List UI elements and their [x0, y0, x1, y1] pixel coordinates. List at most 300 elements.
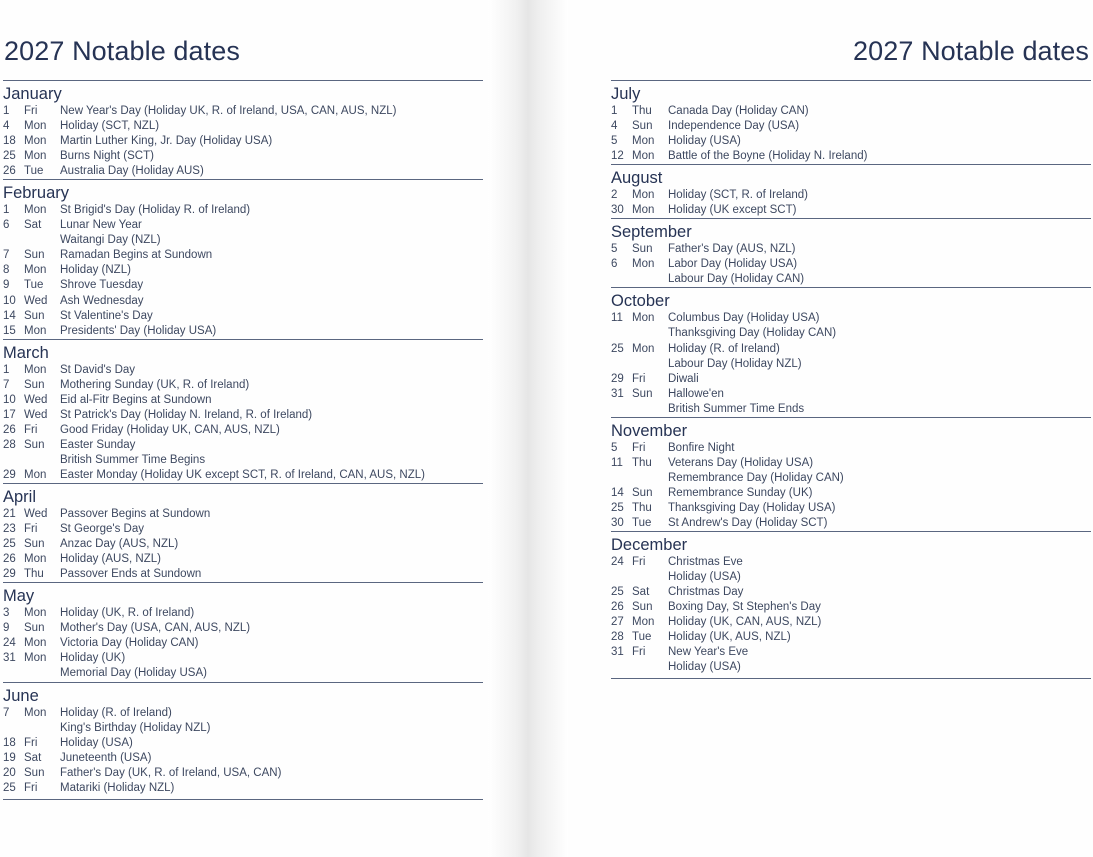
- entry-weekday: Mon: [24, 324, 47, 337]
- entry-event: Labor Day (Holiday USA): [668, 258, 798, 271]
- entry-day: 26: [3, 423, 16, 436]
- date-entry: [3, 324, 483, 339]
- date-entry: [3, 606, 483, 621]
- entry-day: 10: [3, 294, 16, 307]
- date-entry: [3, 621, 483, 636]
- entry-day: 6: [3, 219, 10, 232]
- date-entry: [3, 248, 483, 263]
- entry-event: Good Friday (Holiday UK, CAN, AUS, NZL): [60, 423, 280, 436]
- month-section-june: [3, 682, 483, 796]
- date-entry: [3, 736, 483, 751]
- entry-day: 29: [611, 372, 624, 385]
- entry-day: 11: [611, 456, 623, 469]
- date-entry: [611, 188, 1091, 203]
- entry-weekday: Thu: [632, 105, 652, 117]
- entry-day: 25: [3, 781, 16, 794]
- entry-weekday: Mon: [632, 616, 655, 629]
- month-section-september: [611, 218, 1091, 287]
- entry-day: 9: [3, 279, 10, 292]
- entry-event: Holiday (NZL): [60, 264, 131, 277]
- entry-weekday: Thu: [632, 456, 652, 469]
- entry-weekday: Fri: [24, 105, 38, 117]
- entry-event: King's Birthday (Holiday NZL): [60, 721, 211, 734]
- entry-day: 27: [611, 616, 624, 629]
- entry-day: 20: [3, 766, 16, 779]
- entry-weekday: Fri: [632, 646, 646, 659]
- entry-day: 26: [3, 165, 16, 178]
- entry-day: 4: [611, 120, 618, 133]
- entry-day: [611, 471, 632, 486]
- entry-weekday: Fri: [632, 372, 646, 385]
- entry-weekday: Mon: [24, 553, 47, 566]
- date-entry: [3, 309, 483, 324]
- date-entry: [611, 242, 1091, 257]
- date-entry: [3, 636, 483, 651]
- entry-weekday: Mon: [24, 204, 47, 217]
- entry-day: 5: [611, 135, 618, 148]
- date-entry: [611, 203, 1091, 218]
- entry-event: Labour Day (Holiday NZL): [668, 357, 802, 370]
- entry-weekday: Tue: [632, 631, 652, 644]
- entry-event: Remembrance Day (Holiday CAN): [668, 471, 844, 484]
- date-entry: [3, 233, 483, 248]
- entry-day: 3: [3, 607, 10, 620]
- entry-event: Holiday (AUS, NZL): [60, 553, 161, 566]
- entry-weekday: Sun: [24, 378, 45, 391]
- month-heading: November: [611, 421, 688, 440]
- entry-day: [611, 660, 632, 675]
- month-section-july: [611, 80, 1091, 164]
- date-entry: [611, 600, 1091, 615]
- entry-event: Holiday (UK, AUS, NZL): [668, 631, 791, 644]
- entry-weekday: Sun: [24, 309, 45, 322]
- entry-weekday: [632, 326, 668, 341]
- entry-day: 26: [3, 553, 16, 566]
- entry-weekday: [632, 272, 668, 287]
- entry-day: 7: [3, 249, 10, 262]
- date-entry: [611, 149, 1091, 164]
- entry-weekday: Sun: [24, 538, 45, 551]
- entry-event: Columbus Day (Holiday USA): [668, 312, 820, 325]
- entry-event: Christmas Eve: [668, 556, 743, 569]
- entry-day: [611, 357, 632, 372]
- date-entry: [611, 516, 1091, 531]
- entry-weekday: Mon: [632, 135, 655, 148]
- entry-weekday: Tue: [24, 165, 44, 178]
- date-entry: [611, 257, 1091, 272]
- entry-day: [3, 666, 24, 681]
- date-entry: [3, 453, 483, 468]
- entry-day: 26: [611, 601, 624, 614]
- entry-event: Boxing Day, St Stephen's Day: [668, 601, 821, 614]
- month-section-january: [3, 80, 483, 179]
- month-heading: March: [3, 343, 49, 362]
- entry-weekday: [632, 471, 668, 486]
- entry-event: Waitangi Day (NZL): [60, 234, 161, 247]
- entry-day: 2: [611, 189, 618, 202]
- date-entry: [611, 387, 1091, 402]
- entry-event: Holiday (R. of Ireland): [60, 706, 172, 719]
- entry-weekday: Mon: [24, 468, 47, 481]
- date-entry: [611, 456, 1091, 471]
- entry-weekday: [632, 570, 668, 585]
- date-entry: [3, 766, 483, 781]
- entry-weekday: Mon: [24, 150, 47, 163]
- date-entry: [611, 402, 1091, 417]
- entry-day: 21: [3, 508, 16, 521]
- entry-event: Presidents' Day (Holiday USA): [60, 324, 217, 337]
- date-entry: [611, 342, 1091, 357]
- date-entry: [3, 706, 483, 721]
- entry-event: Easter Sunday: [60, 438, 136, 451]
- entry-weekday: Sun: [632, 120, 653, 133]
- date-entry: [611, 486, 1091, 501]
- entry-event: Ramadan Begins at Sundown: [60, 249, 213, 262]
- entry-event: Anzac Day (AUS, NZL): [60, 538, 179, 551]
- entry-day: 25: [611, 342, 624, 355]
- date-entry: [3, 203, 483, 218]
- entry-day: 10: [3, 393, 16, 406]
- entry-event: Easter Monday (Holiday UK except SCT, R. of Ireland, CAN, AUS, NZL): [60, 468, 425, 481]
- entry-day: [3, 721, 24, 736]
- month-heading: January: [3, 85, 62, 103]
- entry-weekday: [24, 721, 60, 736]
- entry-weekday: Mon: [24, 607, 47, 620]
- entry-event: Holiday (SCT, NZL): [60, 120, 160, 133]
- entry-event: St Brigid's Day (Holiday R. of Ireland): [60, 204, 251, 217]
- date-entry: [3, 651, 483, 666]
- date-entry: [611, 615, 1091, 630]
- date-entry: [3, 537, 483, 552]
- entry-event: Diwali: [668, 372, 699, 385]
- entry-day: 4: [3, 120, 10, 133]
- entry-weekday: Sun: [24, 766, 45, 779]
- entry-day: 25: [611, 501, 624, 514]
- month-section-november: [611, 417, 1091, 531]
- entry-day: [3, 233, 24, 248]
- month-section-august: [611, 164, 1091, 218]
- entry-day: 1: [3, 204, 10, 217]
- entry-weekday: Mon: [24, 264, 47, 277]
- date-entry: [611, 357, 1091, 372]
- entry-event: Holiday (UK): [60, 652, 126, 665]
- date-entry: [611, 570, 1091, 585]
- entry-weekday: [24, 453, 60, 468]
- entry-day: 5: [611, 441, 618, 454]
- left-month-list: [3, 80, 483, 800]
- entry-weekday: Wed: [24, 508, 48, 521]
- entry-day: 19: [3, 751, 16, 764]
- entry-event: Lunar New Year: [60, 219, 142, 232]
- entry-day: 31: [611, 646, 624, 659]
- date-entry: [3, 721, 483, 736]
- entry-event: Martin Luther King, Jr. Day (Holiday USA): [60, 135, 273, 148]
- date-entry: [3, 378, 483, 393]
- entry-weekday: Fri: [24, 736, 38, 749]
- date-entry: [3, 164, 483, 179]
- entry-event: British Summer Time Ends: [668, 402, 805, 415]
- month-section-march: [3, 339, 483, 483]
- date-entry: [3, 438, 483, 453]
- entry-event: St Valentine's Day: [60, 309, 153, 322]
- entry-day: 15: [3, 324, 16, 337]
- entry-event: Thanksgiving Day (Holiday CAN): [668, 327, 837, 340]
- entry-day: 28: [3, 438, 16, 451]
- entry-event: Christmas Day: [668, 586, 744, 599]
- entry-event: Mother's Day (USA, CAN, AUS, NZL): [60, 622, 251, 635]
- entry-weekday: Fri: [632, 441, 646, 454]
- month-heading: April: [3, 488, 37, 507]
- entry-weekday: Mon: [24, 637, 47, 650]
- entry-weekday: Mon: [632, 150, 655, 163]
- date-entry: [3, 134, 483, 149]
- month-heading: February: [3, 184, 70, 203]
- entry-day: 12: [611, 150, 624, 163]
- entry-day: 17: [3, 408, 16, 421]
- entry-day: 1: [3, 363, 10, 376]
- entry-event: Holiday (UK except SCT): [668, 204, 797, 217]
- date-entry: [611, 585, 1091, 600]
- right-month-list: [611, 80, 1091, 679]
- entry-event: St Patrick's Day (Holiday N. Ireland, R. of Ireland): [60, 408, 313, 421]
- date-entry: [611, 630, 1091, 645]
- entry-weekday: Mon: [24, 706, 47, 719]
- date-entry: [3, 149, 483, 164]
- entry-event: St David's Day: [60, 363, 136, 376]
- entry-event: Passover Begins at Sundown: [60, 508, 211, 521]
- entry-weekday: Fri: [632, 556, 646, 569]
- entry-weekday: Sat: [24, 751, 42, 764]
- date-entry: [3, 119, 483, 134]
- entry-event: Australia Day (Holiday AUS): [60, 165, 204, 178]
- entry-event: Bonfire Night: [668, 441, 735, 454]
- entry-day: 1: [611, 105, 618, 117]
- entry-event: Shrove Tuesday: [60, 279, 144, 292]
- entry-day: [611, 326, 632, 341]
- month-heading: September: [611, 223, 692, 242]
- entry-day: 25: [3, 538, 16, 551]
- entry-weekday: Thu: [24, 568, 44, 581]
- entry-day: 29: [3, 468, 16, 481]
- month-section-april: [3, 483, 483, 582]
- entry-event: Father's Day (AUS, NZL): [668, 243, 796, 256]
- date-entry: [3, 104, 483, 119]
- entry-event: Labour Day (Holiday CAN): [668, 273, 805, 286]
- entry-day: 18: [3, 736, 16, 749]
- entry-event: Holiday (UK, R. of Ireland): [60, 607, 195, 620]
- entry-event: Burns Night (SCT): [60, 150, 154, 163]
- entry-event: Holiday (USA): [668, 571, 741, 584]
- entry-event: British Summer Time Begins: [60, 453, 206, 466]
- entry-event: Eid al-Fitr Begins at Sundown: [60, 393, 212, 406]
- entry-weekday: Mon: [24, 652, 47, 665]
- month-section-october: [611, 287, 1091, 416]
- entry-day: 31: [611, 387, 624, 400]
- entry-day: 23: [3, 523, 16, 536]
- entry-day: 14: [3, 309, 16, 322]
- entry-day: 9: [3, 622, 10, 635]
- date-entry: [611, 441, 1091, 456]
- entry-day: 18: [3, 135, 16, 148]
- entry-day: 25: [3, 150, 16, 163]
- date-entry: [611, 372, 1091, 387]
- entry-event: Victoria Day (Holiday CAN): [60, 637, 199, 650]
- date-entry: [3, 552, 483, 567]
- entry-day: 1: [3, 105, 10, 117]
- entry-day: [611, 402, 632, 417]
- entry-event: St Andrew's Day (Holiday SCT): [668, 516, 828, 529]
- entry-weekday: Wed: [24, 408, 48, 421]
- entry-day: 11: [611, 312, 623, 325]
- entry-weekday: Fri: [24, 781, 38, 794]
- entry-weekday: Mon: [632, 258, 655, 271]
- entry-weekday: Sun: [632, 486, 653, 499]
- entry-weekday: Fri: [24, 523, 38, 536]
- date-entry: [611, 272, 1091, 287]
- entry-event: Holiday (SCT, R. of Ireland): [668, 189, 808, 202]
- entry-weekday: [632, 660, 668, 675]
- entry-day: [611, 272, 632, 287]
- left-page-title: 2027 Notable dates: [4, 36, 240, 66]
- entry-weekday: Sun: [24, 622, 45, 635]
- entry-event: Battle of the Boyne (Holiday N. Ireland): [668, 150, 868, 163]
- month-section-december: [611, 531, 1091, 675]
- entry-event: Mothering Sunday (UK, R. of Ireland): [60, 378, 250, 391]
- date-entry: [3, 751, 483, 766]
- date-entry: [3, 567, 483, 582]
- entry-event: New Year's Day (Holiday UK, R. of Ireland, USA, CAN, AUS, NZL): [60, 105, 397, 117]
- book-gutter: [488, 0, 568, 857]
- entry-day: 30: [611, 516, 624, 529]
- date-entry: [611, 104, 1091, 119]
- right-page-title: 2027 Notable dates: [853, 36, 1089, 66]
- date-entry: [611, 471, 1091, 486]
- month-section-february: [3, 179, 483, 338]
- entry-weekday: Wed: [24, 393, 48, 406]
- entry-day: 25: [611, 586, 624, 599]
- date-entry: [3, 666, 483, 681]
- entry-weekday: Tue: [24, 279, 44, 292]
- entry-day: 29: [3, 568, 16, 581]
- entry-event: Holiday (UK, CAN, AUS, NZL): [668, 616, 822, 629]
- entry-event: Passover Ends at Sundown: [60, 568, 202, 581]
- date-entry: [611, 555, 1091, 570]
- entry-weekday: Sun: [24, 249, 45, 262]
- entry-weekday: Thu: [632, 501, 652, 514]
- entry-day: 28: [611, 631, 624, 644]
- date-entry: [611, 119, 1091, 134]
- date-entry: [3, 423, 483, 438]
- entry-weekday: [632, 402, 668, 417]
- entry-weekday: Mon: [24, 135, 47, 148]
- entry-weekday: Mon: [632, 312, 655, 325]
- entry-event: New Year's Eve: [668, 646, 749, 659]
- entry-day: 5: [611, 243, 618, 256]
- entry-weekday: Sat: [24, 219, 42, 232]
- date-entry: [3, 507, 483, 522]
- date-entry: [3, 363, 483, 378]
- month-heading: August: [611, 169, 663, 188]
- date-entry: [611, 660, 1091, 675]
- entry-day: 31: [3, 652, 16, 665]
- entry-day: 8: [3, 264, 10, 277]
- entry-event: Hallowe'en: [668, 387, 724, 400]
- entry-event: Veterans Day (Holiday USA): [668, 456, 814, 469]
- date-entry: [3, 522, 483, 537]
- entry-weekday: Sun: [632, 387, 653, 400]
- entry-day: 7: [3, 378, 10, 391]
- entry-day: [611, 570, 632, 585]
- entry-weekday: Mon: [632, 204, 655, 217]
- entry-weekday: Mon: [632, 342, 655, 355]
- date-entry: [3, 408, 483, 423]
- section-divider: [611, 678, 1091, 679]
- date-entry: [611, 645, 1091, 660]
- entry-day: 14: [611, 486, 624, 499]
- entry-weekday: Sun: [24, 438, 45, 451]
- date-entry: [3, 294, 483, 309]
- entry-day: 6: [611, 258, 618, 271]
- entry-weekday: Mon: [24, 120, 47, 133]
- entry-weekday: Sun: [632, 243, 653, 256]
- entry-event: Matariki (Holiday NZL): [60, 781, 175, 794]
- entry-weekday: Fri: [24, 423, 38, 436]
- entry-event: Father's Day (UK, R. of Ireland, USA, CAN): [60, 766, 282, 779]
- entry-day: 30: [611, 204, 624, 217]
- entry-event: Juneteenth (USA): [60, 751, 152, 764]
- month-heading: December: [611, 536, 688, 555]
- entry-weekday: Wed: [24, 294, 48, 307]
- entry-weekday: Mon: [632, 189, 655, 202]
- entry-event: Holiday (USA): [668, 135, 741, 148]
- date-entry: [3, 393, 483, 408]
- month-heading: July: [611, 85, 641, 103]
- entry-event: Holiday (USA): [60, 736, 133, 749]
- entry-event: St George's Day: [60, 523, 145, 536]
- month-heading: June: [3, 686, 39, 705]
- entry-event: Thanksgiving Day (Holiday USA): [668, 501, 836, 514]
- entry-day: 7: [3, 706, 10, 719]
- entry-day: 24: [611, 556, 624, 569]
- month-section-may: [3, 582, 483, 681]
- date-entry: [611, 326, 1091, 341]
- entry-event: Canada Day (Holiday CAN): [668, 105, 809, 117]
- date-entry: [3, 218, 483, 233]
- entry-event: Ash Wednesday: [60, 294, 144, 307]
- entry-event: Memorial Day (Holiday USA): [60, 667, 207, 680]
- date-entry: [3, 263, 483, 278]
- entry-weekday: Sun: [632, 601, 653, 614]
- date-entry: [611, 311, 1091, 326]
- entry-day: [3, 453, 24, 468]
- date-entry: [611, 501, 1091, 516]
- entry-event: Holiday (USA): [668, 661, 741, 674]
- entry-weekday: [24, 666, 60, 681]
- entry-event: Holiday (R. of Ireland): [668, 342, 780, 355]
- month-heading: May: [3, 587, 35, 606]
- date-entry: [3, 781, 483, 796]
- entry-weekday: Sat: [632, 586, 650, 599]
- entry-weekday: [632, 357, 668, 372]
- entry-event: Independence Day (USA): [668, 120, 800, 133]
- entry-day: 24: [3, 637, 16, 650]
- section-divider: [3, 799, 483, 800]
- date-entry: [3, 468, 483, 483]
- entry-weekday: [24, 233, 60, 248]
- date-entry: [3, 278, 483, 293]
- month-heading: October: [611, 292, 670, 311]
- entry-weekday: Tue: [632, 516, 652, 529]
